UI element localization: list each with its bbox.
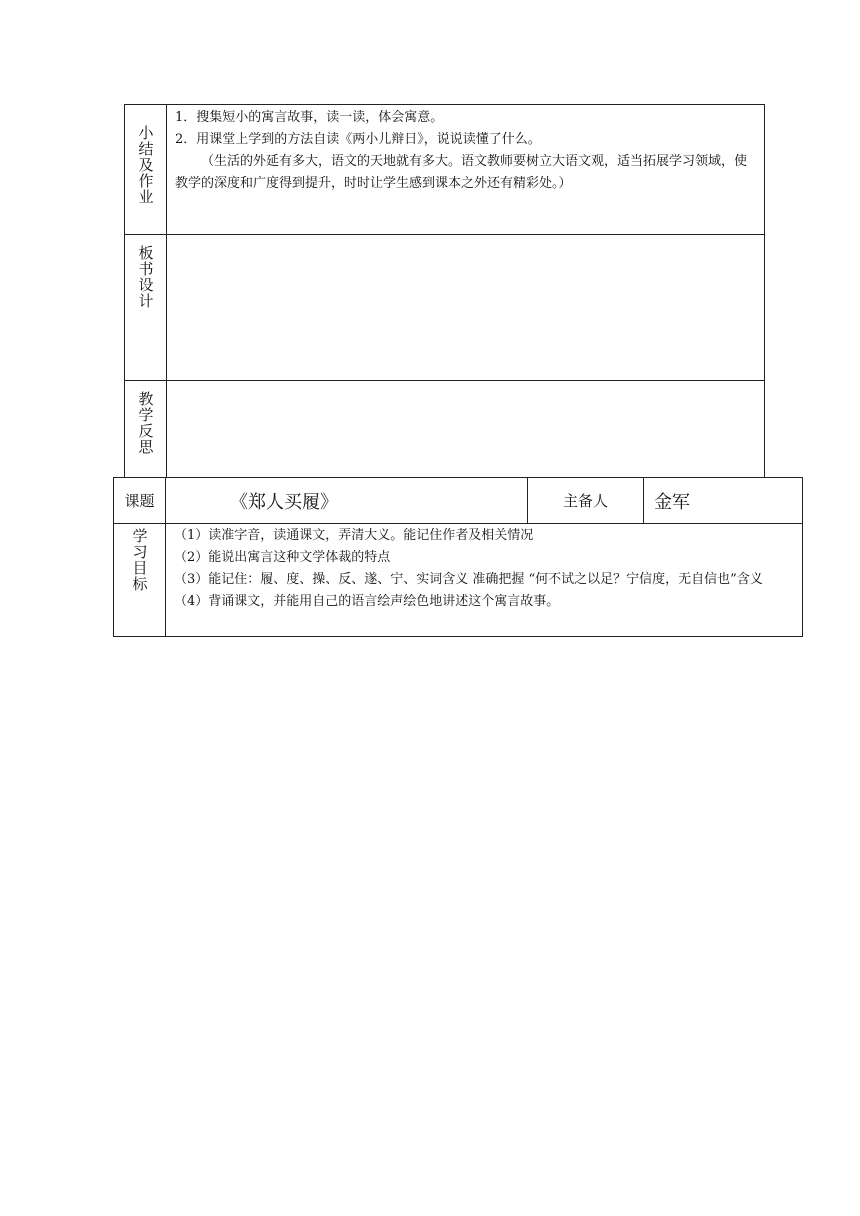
preparer-label: 主备人 [562,492,608,510]
topic-value: 《郑人买履》 [230,491,338,513]
lesson-table-2 [113,477,803,637]
preparer-value: 金军 [654,491,690,513]
learning-goals-label: 学习目标 [130,528,149,592]
goal-item-1: （1）读准字音，读通课文，弄清大义。能记住作者及相关情况 [174,528,534,543]
board-design-content [166,234,765,381]
topic-value-cell [165,477,528,524]
teaching-reflection-label: 教学反思 [136,391,155,455]
homework-note: （生活的外延有多大，语文的天地就有多大。语文教师要树立大语文观，适当拓展学习领域，使教学的深度和广度得到提升，时时让学生感到课本之外还有精彩处。） [175,154,748,191]
goal-item-4: （4）背诵课文，并能用自己的语言绘声绘色地讲述这个寓言故事。 [174,594,560,609]
goal-item-3: （3）能记住：履、度、操、反、遂、宁、实词含义 准确把握 “何不试之以足？宁信度，无自信也”含义 [174,572,763,587]
row-label-summary-homework [124,104,167,235]
topic-label: 课题 [124,492,155,510]
homework-line-1: 1．搜集短小的寓言故事，读一读，体会寓意。 [175,110,444,125]
teaching-reflection-content [166,380,765,478]
lesson-table-1 [124,104,765,478]
homework-line-2: 2．用课堂上学到的方法自读《两小儿辩日》，说说读懂了什么。 [175,132,541,147]
board-design-label: 板书设计 [136,245,155,309]
goal-item-2: （2）能说出寓言这种文学体裁的特点 [174,550,391,565]
summary-homework-label: 小结及作业 [136,125,155,205]
summary-homework-content [166,104,765,235]
row-label-teaching-reflection [124,380,167,478]
row-label-learning-goals [113,523,166,637]
topic-label-cell [113,477,166,524]
preparer-value-cell [643,477,803,524]
preparer-label-cell [527,477,644,524]
row-label-board-design [124,234,167,381]
learning-goals-content [165,523,803,637]
